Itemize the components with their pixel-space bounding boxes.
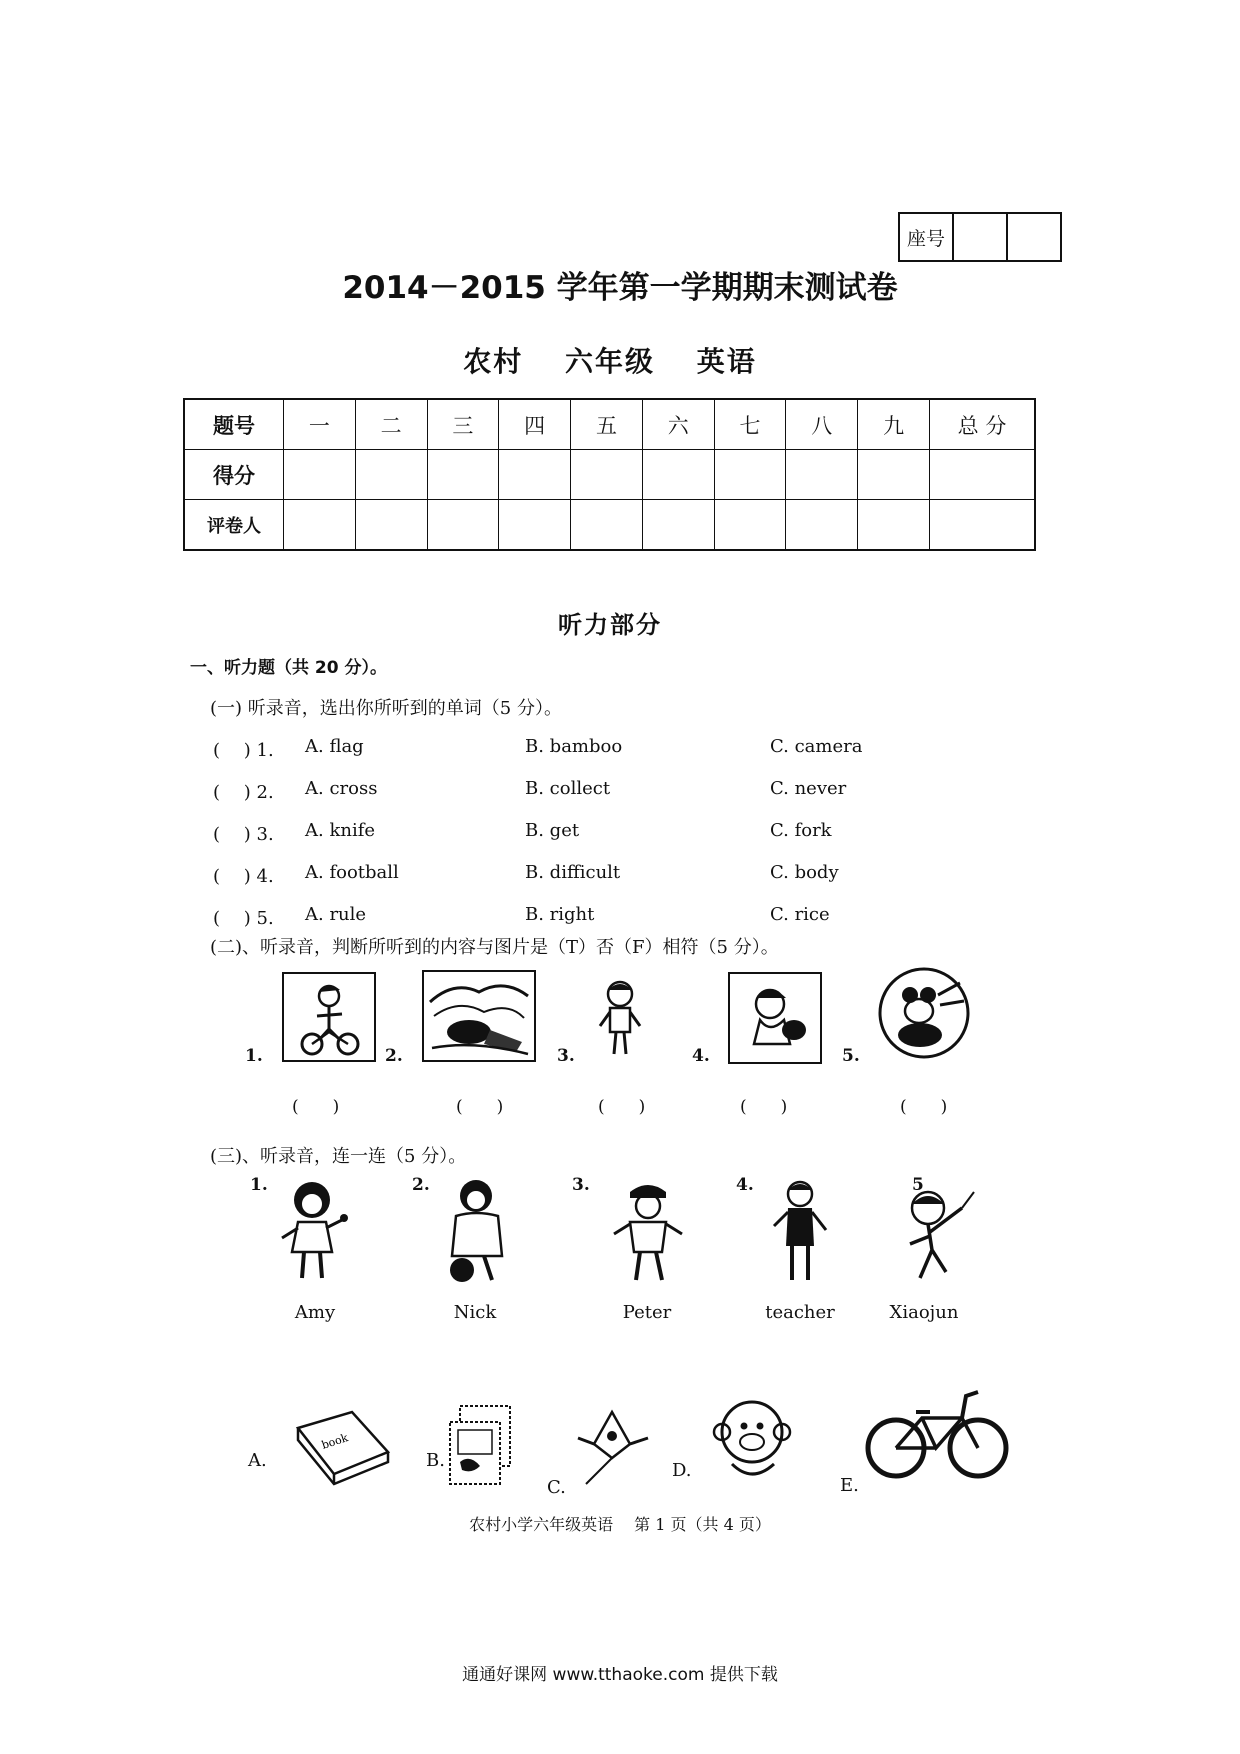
pic-number-3: 3.	[557, 1046, 575, 1066]
part1-heading: 一、听力题（共 20 分）。	[190, 658, 387, 678]
option-c: C. camera	[770, 736, 863, 757]
download-watermark: 通通好课网 www.tthaoke.com 提供下载	[462, 1665, 778, 1685]
boy-with-ball-icon	[730, 974, 820, 1062]
scene-picture	[422, 970, 536, 1062]
score-cell	[355, 450, 427, 500]
score-table	[183, 398, 1036, 551]
nick-figure-icon	[432, 1176, 520, 1286]
score-col-8: 八	[786, 399, 858, 450]
question-prefix: ( ) 4.	[213, 866, 274, 887]
question-prefix: ( ) 2.	[213, 782, 274, 803]
bicycle-icon	[862, 1382, 1012, 1482]
object-letter-b: B.	[426, 1450, 445, 1471]
grader-cell	[427, 500, 499, 551]
grader-cell	[499, 500, 571, 551]
score-row	[184, 450, 1035, 500]
sub2-heading: (二)、听录音，判断所听到的内容与图片是（T）否（F）相符（5 分）。	[210, 937, 779, 958]
score-cell	[930, 450, 1036, 500]
person-name-3: Peter	[622, 1302, 672, 1323]
xiaojun-figure-icon	[892, 1182, 978, 1286]
monkey-face-icon	[712, 1394, 794, 1486]
person-number-2: 2.	[412, 1175, 430, 1195]
person-name-4: teacher	[765, 1302, 835, 1323]
option-b: B. right	[525, 904, 595, 925]
pic-number-5: 5.	[842, 1046, 860, 1066]
grader-cell	[858, 500, 930, 551]
option-a: A. football	[305, 862, 399, 883]
option-b: B. collect	[525, 778, 611, 799]
option-b: B. bamboo	[525, 736, 623, 757]
person-number-4: 4.	[736, 1175, 754, 1195]
section-title: 听力部分	[558, 611, 662, 639]
grader-cell	[642, 500, 714, 551]
boy-picture	[728, 972, 822, 1064]
grader-cell	[930, 500, 1036, 551]
answer-blank-2: ( )	[456, 1097, 504, 1117]
object-letter-d: D.	[672, 1460, 692, 1481]
score-table-header-label: 题号	[184, 399, 284, 450]
grader-cell	[355, 500, 427, 551]
grader-cell	[571, 500, 643, 551]
kite-icon	[572, 1408, 654, 1486]
exam-title: 2014－2015 学年第一学期期末测试卷	[342, 270, 898, 306]
seat-cell-2	[1008, 214, 1060, 260]
answer-blank-4: ( )	[740, 1097, 788, 1117]
grader-row-label: 评卷人	[184, 500, 284, 551]
option-a: A. rule	[305, 904, 367, 925]
grader-cell	[284, 500, 356, 551]
option-a: A. flag	[305, 736, 364, 757]
answer-blank-1: ( )	[292, 1097, 340, 1117]
answer-blank-3: ( )	[598, 1097, 646, 1117]
score-col-4: 四	[499, 399, 571, 450]
book-label: book	[320, 1431, 350, 1452]
pic-number-4: 4.	[692, 1046, 710, 1066]
person-name-2: Nick	[453, 1302, 497, 1323]
score-col-7: 七	[714, 399, 786, 450]
pic-number-2: 2.	[385, 1046, 403, 1066]
object-letter-e: E.	[840, 1475, 859, 1496]
person-number-1: 1.	[250, 1175, 268, 1195]
person-name-5: Xiaojun	[889, 1302, 959, 1323]
seat-cell-1	[954, 214, 1008, 260]
sub1-heading: (一) 听录音，选出你所听到的单词（5 分）。	[210, 698, 562, 719]
child-standing-icon	[592, 978, 648, 1060]
score-col-5: 五	[571, 399, 643, 450]
book-icon	[292, 1408, 394, 1486]
score-cell	[284, 450, 356, 500]
option-b: B. difficult	[525, 862, 621, 883]
score-cell	[714, 450, 786, 500]
score-col-3: 三	[427, 399, 499, 450]
seat-number-box	[898, 212, 1062, 262]
person-number-5: 5	[912, 1175, 924, 1195]
panda-circle-icon	[876, 965, 972, 1061]
score-cell	[571, 450, 643, 500]
seat-label: 座号	[900, 214, 954, 260]
landscape-scene-icon	[424, 972, 534, 1060]
sub3-heading: (三)、听录音，连一连（5 分）。	[210, 1146, 467, 1167]
option-a: A. knife	[305, 820, 376, 841]
amy-figure-icon	[272, 1178, 356, 1286]
option-c: C. rice	[770, 904, 830, 925]
score-cell	[858, 450, 930, 500]
page-footer: 农村小学六年级英语 第 1 页（共 4 页）	[469, 1515, 771, 1534]
score-col-9: 九	[858, 399, 930, 450]
boy-on-bicycle-icon	[284, 974, 374, 1060]
question-prefix: ( ) 5.	[213, 908, 274, 929]
score-cell	[499, 450, 571, 500]
score-col-6: 六	[642, 399, 714, 450]
person-name-1: Amy	[294, 1302, 336, 1323]
option-b: B. get	[525, 820, 580, 841]
teacher-figure-icon	[760, 1176, 840, 1288]
pic-number-1: 1.	[245, 1046, 263, 1066]
option-c: C. fork	[770, 820, 832, 841]
boy-on-bicycle-picture	[282, 972, 376, 1062]
object-letter-c: C.	[547, 1477, 566, 1498]
option-c: C. body	[770, 862, 839, 883]
score-cell	[786, 450, 858, 500]
exam-subtitle: 农村 六年级 英语	[463, 345, 757, 378]
option-a: A. cross	[305, 778, 378, 799]
grader-cell	[786, 500, 858, 551]
score-col-total: 总 分	[930, 399, 1036, 450]
person-number-3: 3.	[572, 1175, 590, 1195]
score-col-2: 二	[355, 399, 427, 450]
answer-blank-5: ( )	[900, 1097, 948, 1117]
question-prefix: ( ) 1.	[213, 740, 274, 761]
score-table-header-row	[184, 399, 1035, 450]
score-cell	[427, 450, 499, 500]
question-prefix: ( ) 3.	[213, 824, 274, 845]
stamps-icon	[446, 1404, 516, 1488]
grader-cell	[714, 500, 786, 551]
score-row-label: 得分	[184, 450, 284, 500]
option-c: C. never	[770, 778, 847, 799]
grader-row	[184, 500, 1035, 551]
score-col-1: 一	[284, 399, 356, 450]
object-letter-a: A.	[248, 1450, 267, 1471]
peter-figure-icon	[606, 1178, 690, 1286]
score-cell	[642, 450, 714, 500]
